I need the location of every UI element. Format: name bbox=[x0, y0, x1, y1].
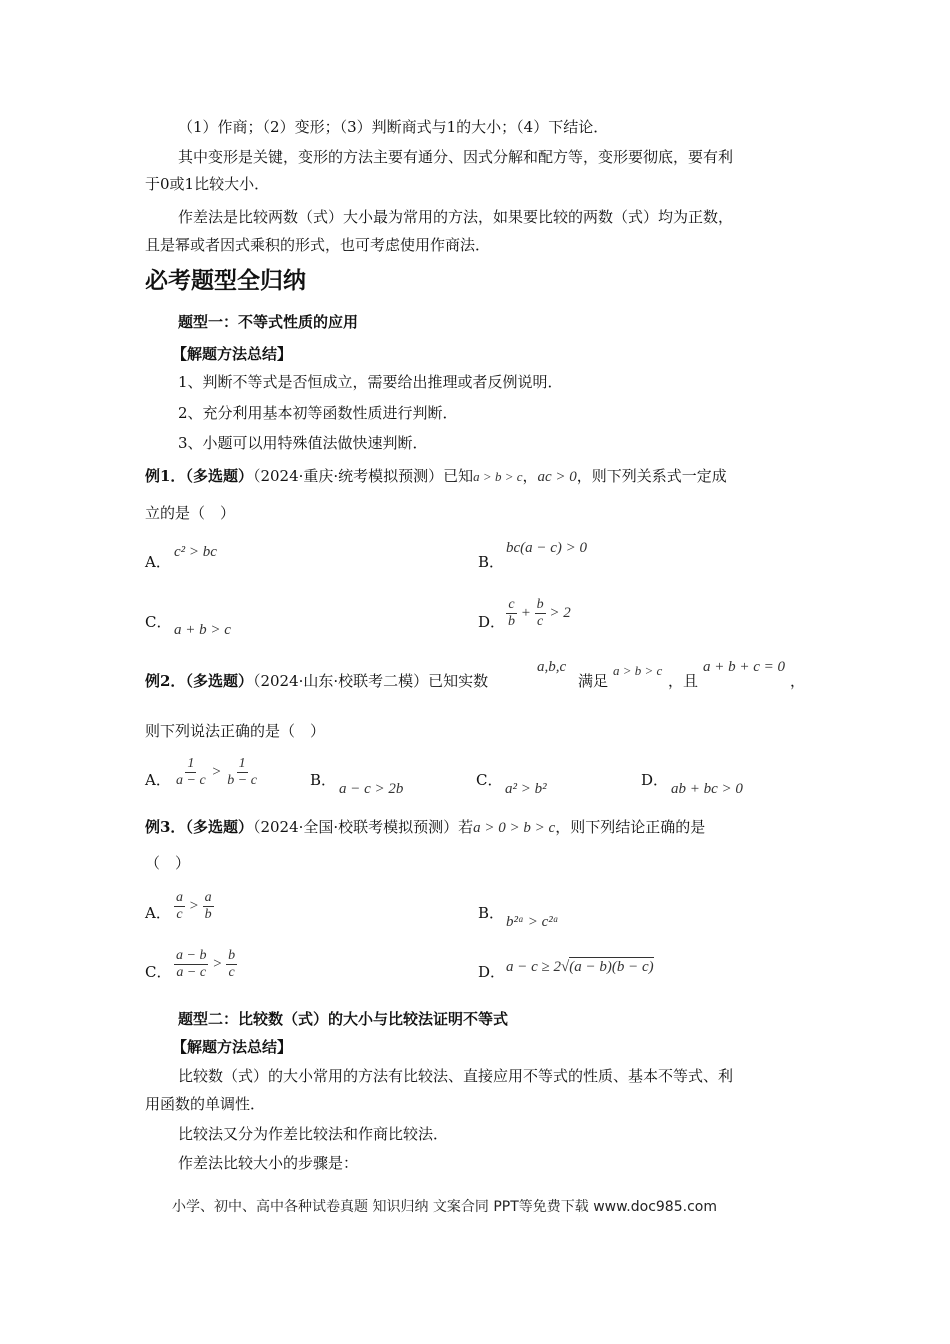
example-3-option-b: b²ᵃ > c²ᵃ bbox=[506, 914, 559, 930]
example-1-stem: 例1．（多选题）（2024·重庆·统考模拟预测）已知a > b > c，ac > 0，则下列关系式一定成 bbox=[145, 467, 727, 485]
example-2-option-b: a − c > 2b bbox=[339, 781, 404, 797]
example-1-condition-1: a > b > c bbox=[473, 469, 523, 484]
example-1-stem-cont: 立的是（ ） bbox=[145, 504, 236, 522]
example-2-tag: （多选题） bbox=[185, 672, 253, 690]
example-2-option-d: ab + bc > 0 bbox=[671, 781, 743, 797]
example-2-and: ，且 bbox=[668, 672, 699, 690]
example-2-condition-1: a > b > c bbox=[613, 663, 663, 678]
type2-method-label: 【解题方法总结】 bbox=[172, 1038, 293, 1056]
intro-steps: （1）作商；（2）变形；（3）判断商式与1的大小；（4）下结论． bbox=[178, 118, 609, 136]
example-1-option-d: $\frac{c}{b}$ + $\frac{b}{c}$ > 2 bbox=[508, 597, 571, 629]
example-3-label: 例3． bbox=[145, 818, 186, 836]
type2-paragraph-3: 作差法比较大小的步骤是： bbox=[178, 1154, 359, 1172]
example-2-stem-cont: 则下列说法正确的是（ ） bbox=[145, 722, 326, 740]
example-2-vars: a,b,c bbox=[537, 659, 567, 675]
type1-point-3: 3、小题可以用特殊值法做快速判断． bbox=[178, 434, 428, 452]
example-2-condition-2: a + b + c = 0 bbox=[703, 659, 786, 675]
intro-paragraph-2-cont: 且是幂或者因式乘积的形式，也可考虑使用作商法． bbox=[145, 236, 491, 254]
example-3-option-d: a − c ≥ 2√(a − b)(b − c) bbox=[506, 959, 654, 975]
example-3-option-c: $\frac{a - b}{a - c}$ > $\frac{b}{c}$ bbox=[176, 948, 236, 980]
example-2-label-line bbox=[145, 670, 488, 692]
type2-paragraph-1-cont: 用函数的单调性． bbox=[145, 1095, 266, 1113]
section-title: 必考题型全归纳 bbox=[145, 268, 306, 294]
intro-paragraph-2: 作差法是比较两数（式）大小最为常用的方法，如果要比较的两数（式）均为正数， bbox=[178, 208, 734, 226]
example-3-stem-cont: （ ） bbox=[145, 854, 191, 872]
example-1-option-b-label: B． bbox=[478, 553, 505, 571]
footer-text[interactable]: 小学、初中、高中各种试卷真题 知识归纳 文案合同 PPT等免费下载 www.doc985.com bbox=[172, 1199, 717, 1215]
example-2-option-a-label: A． bbox=[145, 771, 171, 789]
example-3-option-c-label: C． bbox=[145, 963, 172, 981]
example-1-option-a-label: A． bbox=[145, 553, 171, 571]
example-3-option-b-label: B． bbox=[478, 904, 505, 922]
example-2-satisfy: 满足 bbox=[578, 672, 609, 690]
example-1-option-d-label: D． bbox=[478, 613, 506, 631]
example-3-condition: a > 0 > b > c bbox=[473, 820, 556, 836]
example-3-option-a: $\frac{a}{c}$ > $\frac{a}{b}$ bbox=[176, 890, 212, 922]
type1-method-label: 【解题方法总结】 bbox=[172, 345, 293, 363]
example-3-source: （2024·全国·校联考模拟预测）若 bbox=[252, 818, 474, 836]
example-3-tag: （多选题） bbox=[185, 818, 253, 836]
type2-paragraph-1: 比较数（式）的大小常用的方法有比较法、直接应用不等式的性质、基本不等式、利 bbox=[178, 1067, 734, 1085]
type1-point-1: 1、判断不等式是否恒成立，需要给出推理或者反例说明． bbox=[178, 373, 563, 391]
example-2-option-a: $\frac{1}{a - c}$ > $\frac{1}{b - c}$ bbox=[176, 756, 257, 788]
type1-title: 题型一：不等式性质的应用 bbox=[178, 313, 359, 331]
example-1-option-b: bc(a − c) > 0 bbox=[506, 540, 588, 556]
example-1-tag: （多选题） bbox=[185, 467, 253, 485]
type1-point-2: 2、充分利用基本初等函数性质进行判断． bbox=[178, 404, 458, 422]
square-root-icon: √ bbox=[561, 959, 570, 975]
example-2-source: （2024·山东·校联考二模）已知实数 bbox=[252, 672, 489, 690]
example-1-label: 例1． bbox=[145, 467, 186, 485]
type2-title: 题型二：比较数（式）的大小与比较法证明不等式 bbox=[178, 1010, 509, 1028]
example-2-option-c: a² > b² bbox=[505, 781, 547, 797]
example-2-comma: ， bbox=[790, 672, 806, 690]
example-2-option-d-label: D． bbox=[641, 771, 669, 789]
example-1-option-a: c² > bc bbox=[174, 544, 217, 560]
intro-paragraph-1: 其中变形是关键，变形的方法主要有通分、因式分解和配方等，变形要彻底，要有利 bbox=[178, 148, 734, 166]
type2-paragraph-2: 比较法又分为作差比较法和作商比较法． bbox=[178, 1125, 449, 1143]
intro-paragraph-1-cont: 于0或1比较大小． bbox=[145, 175, 270, 193]
example-2-option-c-label: C． bbox=[476, 771, 503, 789]
example-1-option-c: a + b > c bbox=[174, 622, 231, 638]
example-1-source: （2024·重庆·统考模拟预测）已知 bbox=[252, 467, 474, 485]
example-2-label: 例2． bbox=[145, 672, 186, 690]
example-1-option-c-label: C． bbox=[145, 613, 172, 631]
example-1-condition-2: ac > 0 bbox=[537, 469, 577, 485]
example-2-option-b-label: B． bbox=[310, 771, 337, 789]
example-3-option-a-label: A． bbox=[145, 904, 171, 922]
example-3-option-d-label: D． bbox=[478, 963, 506, 981]
example-3-stem: 例3．（多选题）（2024·全国·校联考模拟预测）若a > 0 > b > c，则下列结论正确的是 bbox=[145, 818, 706, 836]
